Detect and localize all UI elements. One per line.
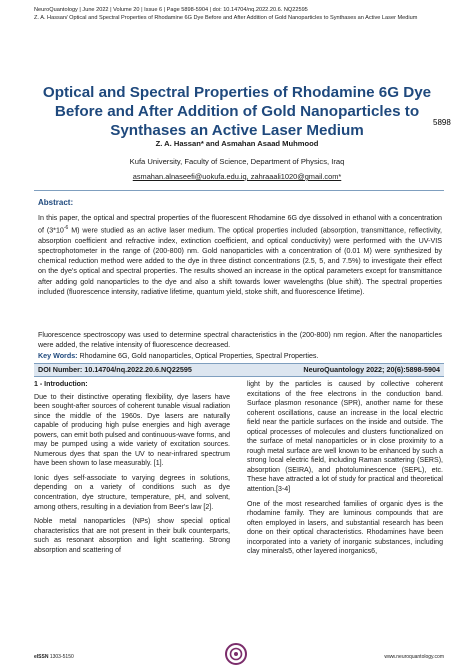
- issn-value: 1303-5150: [48, 654, 74, 660]
- journal-website-link[interactable]: www.neuroquantology.com: [384, 654, 444, 660]
- right-paragraph-1: light by the particles is caused by collective coherent excitations of the free electrons in the conduction band. Surface plasmon resonance (SPR), another name for these coherent oscillations, cause an increase in the local electric field near the particle surfaces on the inside and outside. The optical processes of molecules and clusters functionalized on the surface of metal nanoparticles or in close proximity to a rough metal surface are well known to be enhanced by such a strong local electric field, including Raman scattering (SERS), absorption (SEIRA), and photoluminescence (SEPL), etc. These have attracted a lot of study for practical and theoretical attention.[3-4]: [247, 381, 443, 494]
- intro-paragraph-3: Noble metal nanoparticles (NPs) show special optical characteristics that are not present in their bulk counterparts, such as resonant absorption and light scattering. Strong absorption and scattering of: [34, 518, 230, 554]
- header-journal-line: NeuroQuantology | June 2022 | Volume 20 | Issue 6 | Page 5898-5904 | doi: 10.14704/nq.2022.20.6. NQ22595: [34, 7, 308, 13]
- right-column: [247, 380, 443, 562]
- affiliation: Kufa University, Faculty of Science, Department of Physics, Iraq: [129, 157, 345, 166]
- abstract-paragraph-2: Fluorescence spectroscopy was used to determine spectral characteristics in the (200-800) nm region. After the nanoparticles were added, the relative intensity of fluorescence decreased.: [38, 331, 442, 350]
- intro-paragraph-1: Due to their distinctive operating flexibility, dye lasers have been sought-after sources of coherent tunable visual radiation since the middle of the 1960s. Dye lasers are naturally capable of producing high pulse energies and high average powers, can emit both pulsed and continuous-wave forms, and may be pumped using a wide variety of excitation sources. Numerous dyes that span the UV to near-infrared spectrum have been shown to lase measurably. [1].: [34, 393, 230, 468]
- right-paragraph-2: One of the most researched families of organic dyes is the rhodamine family. They are luminous compounds that are often employed in lasers, and substantial research has been done on their optical characteristics. Rhodamines have been incorporated into a variety of inorganic substances, including clay minerals5, other layered inorganics6,: [247, 500, 443, 556]
- keywords-label: Key Words:: [38, 352, 78, 360]
- abstract-p1-rest: M) were studied as an active laser medium. The optical properties included (absorption, transmittance, reflectivity, absorption coefficient and refractive index, extinction coefficient, and optical conductivity) were performed with the UV-VIS spectrophotometer in the range of (200-800) nm. Gold nanoparticles with a concentration of (0.01 M) were synthesized by chemical reduction method were added to the dye in three distinct concentrations (2.5, 5, and 7.5%) to investigate their effect on the dye's optical and spectral properties. The results showed an increase in the optical parameters except for transmittance after adding gold nanoparticles to the dye and also a shift towards lower wavelengths (blue shift). The spectral properties included (fluorescence intensity, radiative lifetime, quantum yield, stoke shift, and fluorescence lifetime).: [38, 226, 442, 296]
- abstract-paragraph-1: [38, 213, 442, 297]
- doi-bar: [34, 363, 444, 377]
- introduction-heading: 1 - Introduction:: [34, 381, 88, 388]
- keywords: [38, 352, 442, 360]
- section-divider: [34, 190, 444, 191]
- issn: [34, 654, 74, 660]
- doi-number[interactable]: DOI Number: 10.14704/nq.2022.20.6.NQ22595: [38, 365, 192, 374]
- page-number: 5898: [433, 118, 451, 127]
- issn-label: eISSN: [34, 654, 49, 660]
- abstract-exponent: -6: [63, 225, 69, 232]
- author-emails-link[interactable]: asmahan.alnaseefi@uokufa.edu.iq, zahraaali1020@gmail.com*: [132, 172, 342, 181]
- header-article-line: Z. A. Hassan/ Optical and Spectral Properties of Rhodamine 6G Dye Before and After Addition of Gold Nanoparticles to Synthases an Active Laser Medium: [34, 15, 418, 21]
- abstract-heading: Abstract:: [38, 198, 74, 207]
- journal-citation: NeuroQuantology 2022; 20(6):5898-5904: [303, 365, 440, 374]
- left-column: [34, 380, 230, 560]
- article-title: Optical and Spectral Properties of Rhodamine 6G Dye Before and After Addition of Gold Nanoparticles to Synthases an Active Laser Medium: [42, 84, 432, 139]
- keywords-text: Rhodamine 6G, Gold nanoparticles, Optical Properties, Spectral Properties.: [77, 352, 319, 360]
- intro-paragraph-2: Ionic dyes self-associate to varying degrees in solutions, depending on a variety of conditions such as dye concentration, dye structure, temperature, pH, and solvent, among others, resulting in a deviation from Beer's law [2].: [34, 474, 230, 511]
- authors: Z. A. Hassan* and Asmahan Asaad Muhmood: [155, 139, 319, 148]
- abstract-p1-start: In this paper, the optical and spectral properties of the fluorescent Rhodamine 6G dye dissolved in ethanol with a concentration of (3*10: [38, 214, 442, 235]
- journal-logo-icon: [225, 643, 247, 665]
- running-header: [34, 6, 444, 22]
